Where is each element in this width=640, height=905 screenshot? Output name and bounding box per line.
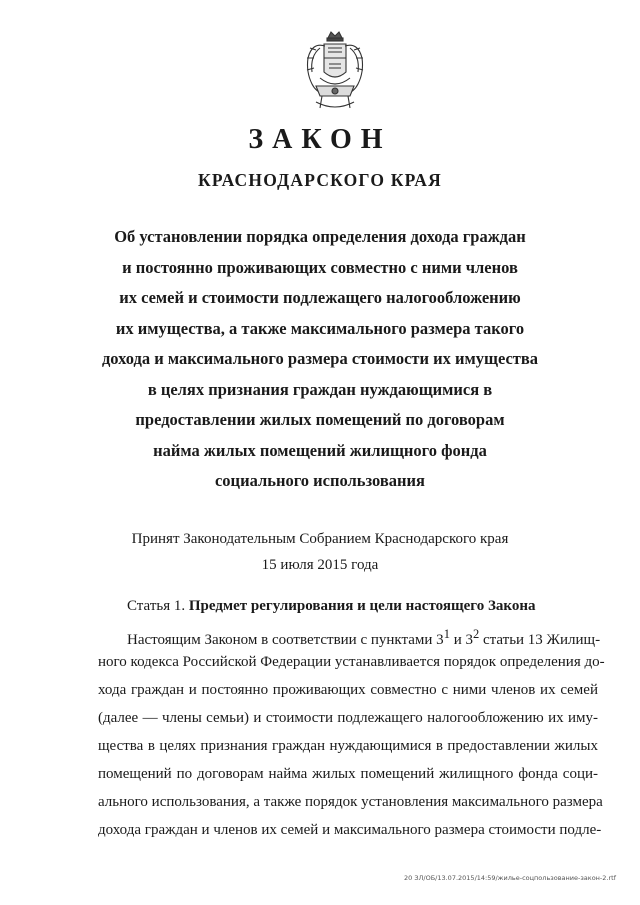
document-code: 20 ЗЛ/ОБ/13.07.2015/14:59/жилье-соцпользование-закон-2.rtf: [404, 874, 616, 882]
body-text: и 3: [449, 632, 473, 648]
adoption-body: Принят Законодательным Собранием Краснодарского края: [131, 531, 509, 547]
document-subtitle: КРАСНОДАРСКОГО КРАЯ: [198, 170, 442, 190]
body-line: щества в целях признания граждан нуждающимися в предоставлении жилых: [98, 738, 598, 754]
body-text: Настоящим Законом в соответствии с пунктами 3: [127, 632, 444, 648]
law-name-line: социального использования: [214, 471, 425, 490]
law-name-line: их имущества, а также максимального размера такого: [115, 318, 525, 338]
body-line: (далее — члены семьи) и стоимости подлежащего налогообложению их иму-: [98, 710, 598, 726]
law-name-line: и постоянно проживающих совместно с ними членов: [122, 257, 518, 277]
law-name-line: дохода и максимального размера стоимости их имущества: [101, 349, 539, 368]
superscript: 1: [443, 627, 450, 641]
body-line: помещений по договорам найма жилых помещений жилищного фонда соци-: [98, 766, 598, 782]
article-body: [98, 620, 605, 844]
article-heading: [127, 598, 535, 615]
body-text: статьи 13 Жилищ-: [479, 632, 601, 648]
law-name: [80, 222, 560, 497]
body-line: ального использования, а также порядок установления максимального размера: [98, 794, 603, 810]
law-name-line: предоставлении жилых помещений по договорам: [135, 410, 505, 429]
krasnodar-coat-of-arms-icon: [298, 28, 372, 114]
article-title: Предмет регулирования и цели настоящего Закона: [188, 598, 536, 614]
body-line: хода граждан и постоянно проживающих совместно с ними членов их семей: [98, 682, 598, 698]
document-title: ЗАКОН: [248, 124, 392, 155]
superscript: 2: [472, 627, 480, 641]
law-name-line: в целях признания граждан нуждающимися в: [147, 379, 493, 399]
article-label: Статья 1.: [127, 598, 186, 614]
body-line: [98, 620, 601, 648]
law-name-line: найма жилых помещений жилищного фонда: [153, 440, 487, 460]
body-line: ного кодекса Российской Федерации устанавливается порядок определения до-: [98, 654, 605, 670]
law-name-line: Об установлении порядка определения дохода граждан: [114, 227, 526, 246]
body-line: дохода граждан и членов их семей и максимального размера стоимости подле-: [98, 822, 602, 838]
law-name-line: их семей и стоимости подлежащего налогообложению: [119, 288, 521, 307]
adoption-date: 15 июля 2015 года: [261, 557, 379, 573]
adoption-note: [0, 526, 640, 578]
